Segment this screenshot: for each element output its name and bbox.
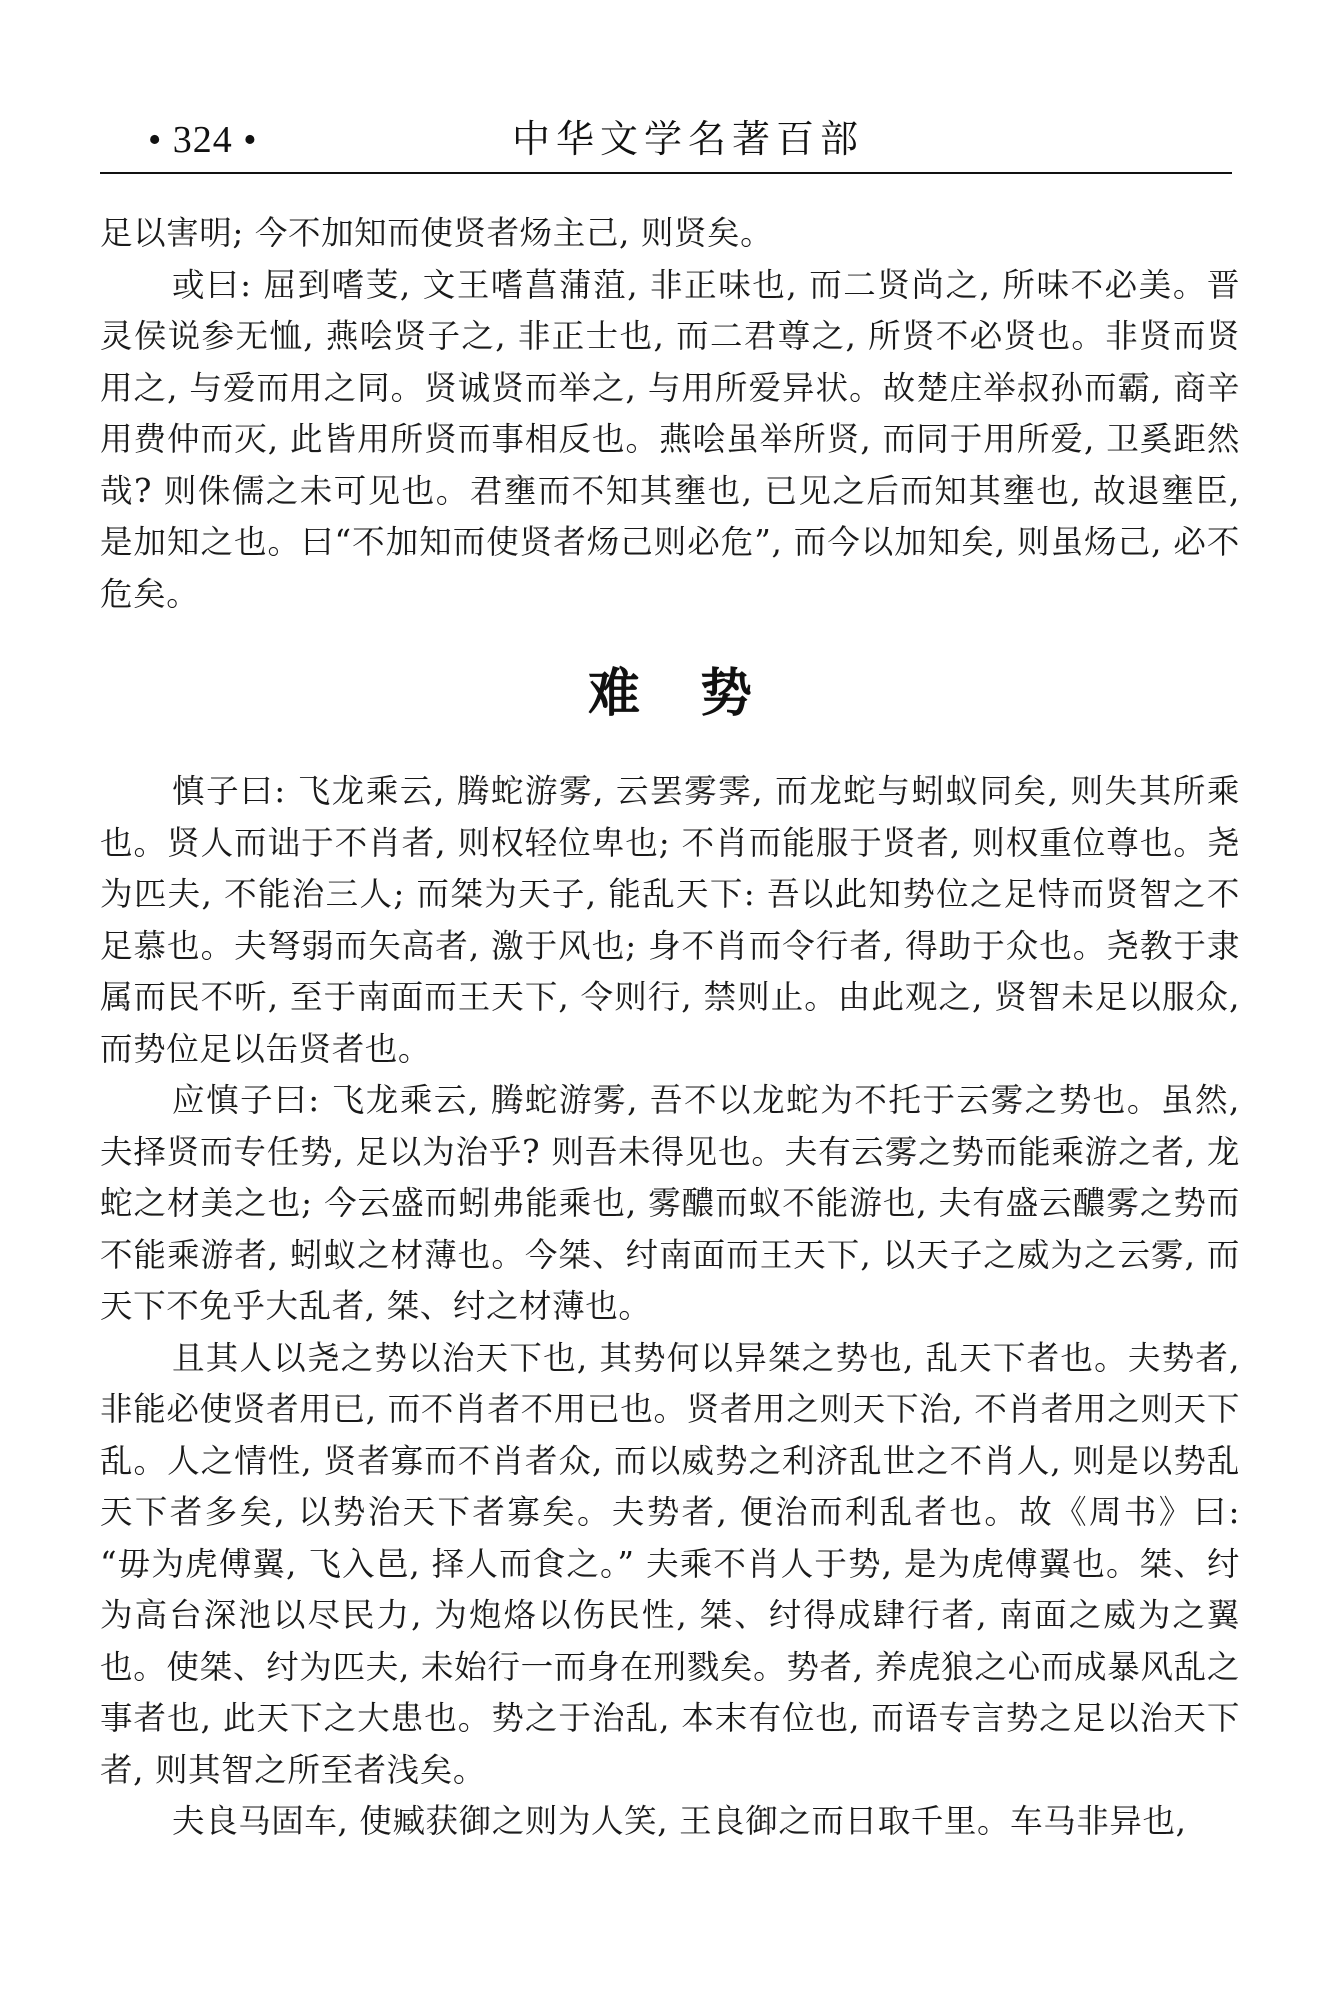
page-number: • 324 • xyxy=(148,119,258,161)
paragraph: 应慎子曰: 飞龙乘云, 腾蛇游雾, 吾不以龙蛇为不托于云雾之势也。虽然, 夫择贤而专任势, 足以为治乎? 则吾未得见也。夫有云雾之势而能乘游之者, 龙蛇之材美之也; 今云盛而蚓弗能乘也, 雾醲而蚁不能游也, 夫有盛云醲雾之势而不能乘游者, 蚓蚁之材薄也。今桀、纣南面而王天下, 以天子之威为之云雾, 而天下不免乎大乱者, 桀、纣之材薄也。 xyxy=(100,1081,1240,1325)
paragraph-continued: 足以害明; 今不加知而使贤者炀主己, 则贤矣。 xyxy=(100,214,774,252)
paragraph: 且其人以尧之势以治天下也, 其势何以异桀之势也, 乱天下者也。夫势者, 非能必使贤者用已, 而不肖者不用已也。贤者用之则天下治, 不肖者用之则天下乱。人之情性, 贤者寡而不肖者众, 而以威势之利济乱世之不肖人, 则是以势乱天下者多矣, 以势治天下者寡矣。夫势者, 便治而利乱者也。故《周书》曰: “毋为虎傅翼, 飞入邑, 择人而食之。” 夫乘不肖人于势, 是为虎傅翼也。桀、纣为高台深池以尽民力, 为炮烙以伤民性, 桀、纣得成肆行者, 南面之威为之翼也。使桀、纣为匹夫, 未始行一而身在刑戮矣。势者, 养虎狼之心而成暴风乱之事者也, 此天下之大患也。势之于治乱, 本末有位也, 而语专言势之足以治天下者, 则其智之所至者浅矣。 xyxy=(100,1338,1240,1789)
page-header xyxy=(100,112,1232,172)
paragraph: 夫良马固车, 使臧获御之则为人笑, 王良御之而日取千里。车马非异也, xyxy=(172,1802,1187,1840)
header-rule xyxy=(100,172,1232,174)
paragraph: 或曰: 屈到嗜芰, 文王嗜菖蒲菹, 非正味也, 而二贤尚之, 所味不必美。晋灵侯说参无恤, 燕哙贤子之, 非正士也, 而二君尊之, 所贤不必贤也。非贤而贤用之, 与爱而用之同。贤诚贤而举之, 与用所爱异状。故楚庄举叔孙而霸, 商辛用费仲而灭, 此皆用所贤而事相反也。燕哙虽举所贤, 而同于用所爱, 卫奚距然哉? 则侏儒之未可见也。君壅而不知其壅也, 已见之后而知其壅也, 故退壅臣, 是加知之也。曰“不加知而使贤者炀己则必危”, 而今以加知矣, 则虽炀己, 必不危矣。 xyxy=(100,265,1240,613)
page-body xyxy=(100,208,1240,1848)
running-title: 中华文学名著百部 xyxy=(512,117,865,161)
section-title: 难势 xyxy=(587,664,812,724)
paragraph: 慎子曰: 飞龙乘云, 腾蛇游雾, 云罢雾霁, 而龙蛇与蚓蚁同矣, 则失其所乘也。贤人而诎于不肖者, 则权轻位卑也; 不肖而能服于贤者, 则权重位尊也。尧为匹夫, 不能治三人; 而桀为天子, 能乱天下: 吾以此知势位之足恃而贤智之不足慕也。夫弩弱而矢高者, 激于风也; 身不肖而令行者, 得助于众也。尧教于隶属而民不听, 至于南面而王天下, 令则行, 禁则止。由此观之, 贤智未足以服众, 而势位足以缶贤者也。 xyxy=(100,772,1240,1068)
